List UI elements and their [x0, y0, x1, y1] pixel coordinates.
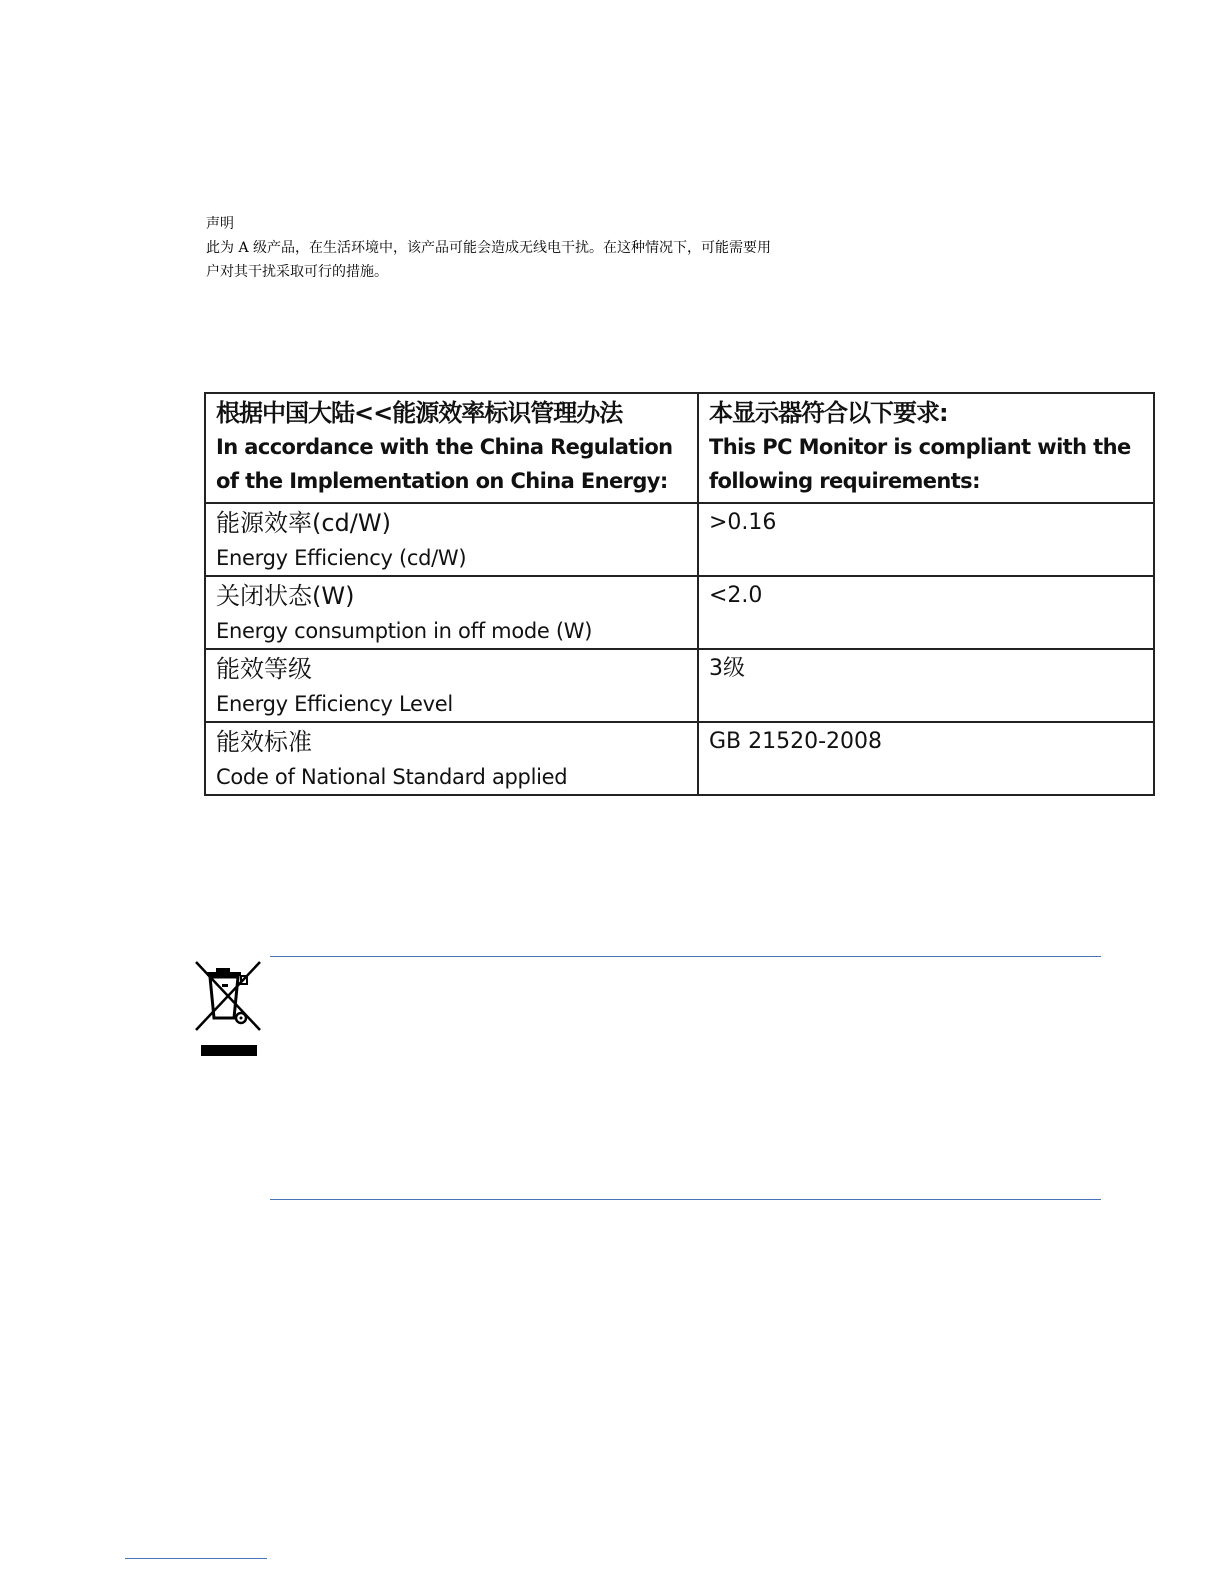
table-row	[205, 649, 1154, 722]
row-label-chinese: 能效标准	[216, 728, 312, 756]
row-label-english: Energy Efficiency (cd/W)	[216, 546, 467, 570]
row-label-cell	[205, 649, 698, 722]
row-value: GB 21520-2008	[709, 729, 883, 754]
row-value: >0.16	[709, 510, 777, 535]
table-header-row	[205, 393, 1154, 503]
chinese-class-a-statement	[206, 212, 771, 284]
header-right-english-line-2: following requirements:	[709, 469, 980, 493]
row-label-english: Energy consumption in off mode (W)	[216, 619, 593, 643]
header-right-chinese: 本显示器符合以下要求:	[709, 399, 948, 427]
row-label-chinese: 关闭状态(W)	[216, 582, 355, 610]
statement-line-1: 此为 A 级产品，在生活环境中，该产品可能会造成无线电干扰。在这种情况下，可能需要用	[206, 240, 772, 256]
row-value-cell	[698, 649, 1154, 722]
table-row	[205, 576, 1154, 649]
row-label-english: Code of National Standard applied	[216, 765, 568, 789]
china-energy-table	[204, 392, 1155, 796]
header-right-english-line-1: This PC Monitor is compliant with the	[709, 435, 1131, 459]
header-left-chinese: 根据中国大陆<<能源效率标识管理办法	[216, 399, 623, 427]
row-value: 3级	[709, 656, 745, 681]
row-value: <2.0	[709, 583, 763, 608]
row-label-english: Energy Efficiency Level	[216, 692, 453, 716]
table-row	[205, 503, 1154, 576]
row-label-chinese: 能源效率(cd/W)	[216, 509, 391, 537]
weee-section-bottom-rule	[270, 1199, 1101, 1200]
statement-title: 声明	[206, 216, 234, 232]
table-row	[205, 722, 1154, 795]
header-left-english-line-2: of the Implementation on China Energy:	[216, 469, 668, 493]
weee-section-top-rule	[270, 956, 1101, 957]
row-value-cell	[698, 722, 1154, 795]
row-label-cell	[205, 576, 698, 649]
crossed-out-wheelie-bin-icon	[192, 960, 264, 1060]
row-value-cell	[698, 503, 1154, 576]
header-right-cell	[698, 393, 1154, 503]
header-left-english-line-1: In accordance with the China Regulation	[216, 435, 673, 459]
statement-line-2: 户对其干扰采取可行的措施。	[206, 264, 388, 280]
row-label-cell	[205, 503, 698, 576]
row-label-cell	[205, 722, 698, 795]
header-left-cell	[205, 393, 698, 503]
row-value-cell	[698, 576, 1154, 649]
footnote-rule	[125, 1558, 267, 1559]
row-label-chinese: 能效等级	[216, 655, 312, 683]
